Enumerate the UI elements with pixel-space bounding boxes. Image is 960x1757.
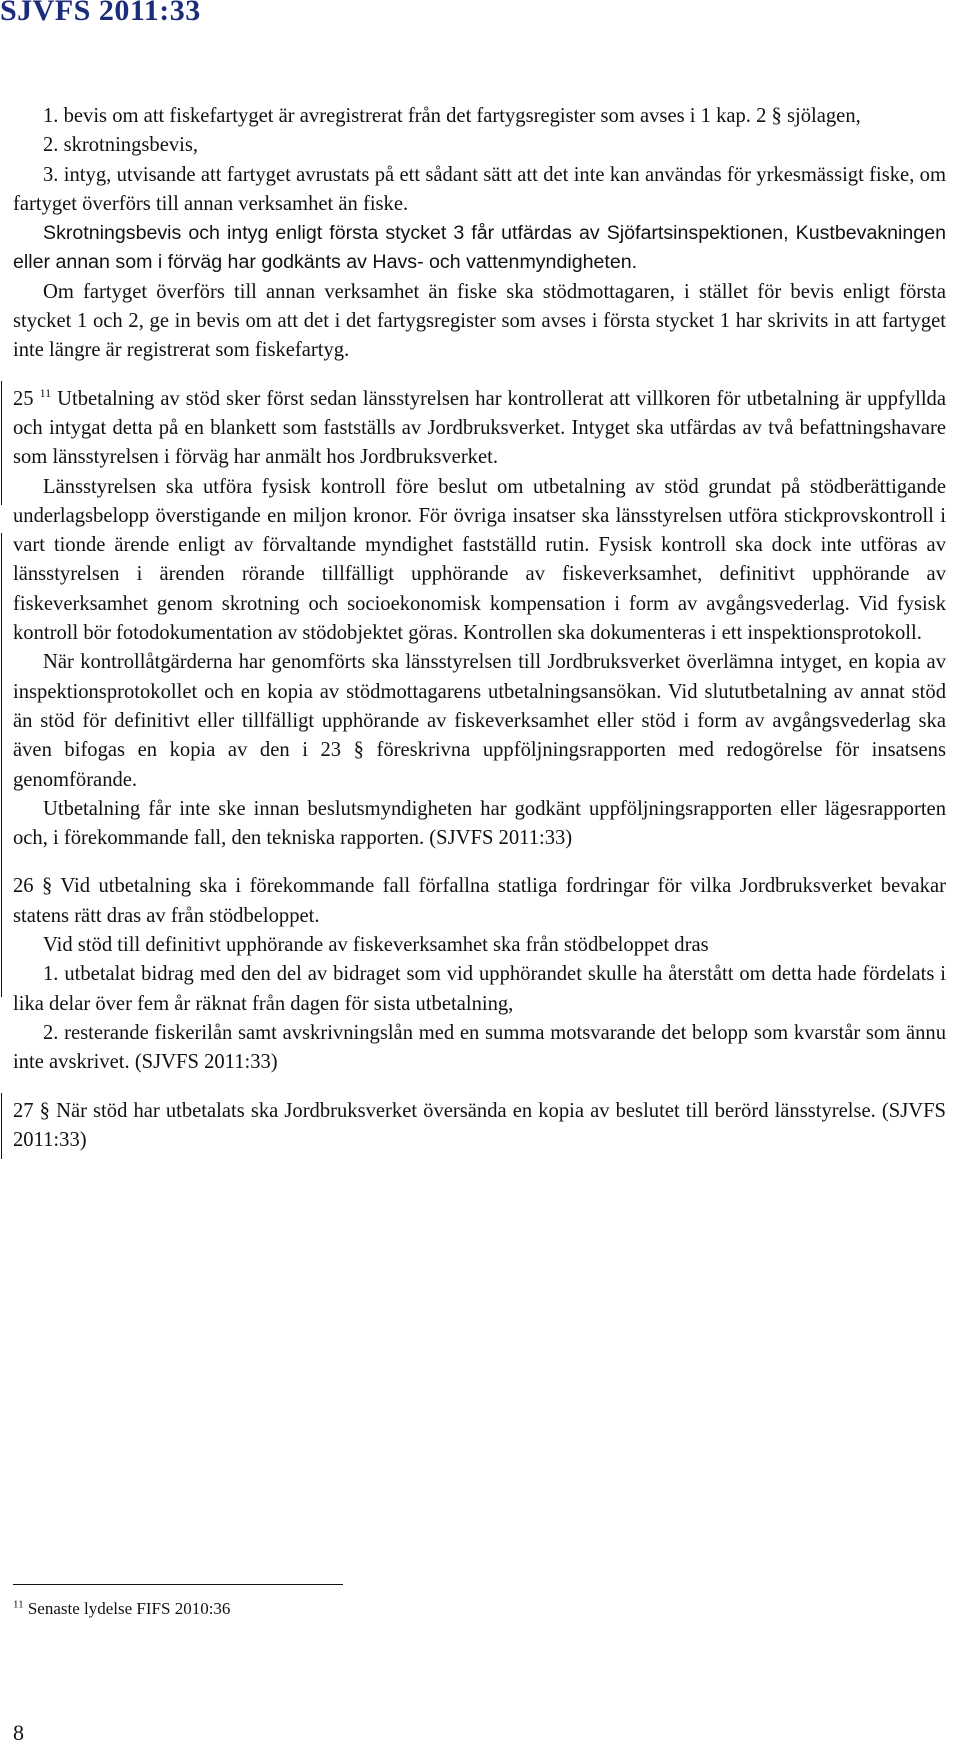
- paragraph-skrotningsbevis: Skrotningsbevis och intyg enligt första stycket 3 får utfärdas av Sjöfartsinspektionen, Kustbevakningen eller annan som i förväg har godkänts av Havs- och vattenmyndigheten.: [13, 222, 946, 274]
- section-27-text: När stöd har utbetalats ska Jordbruksverket översända en kopia av beslutet till berörd länsstyrelse. (SJVFS 2011:33): [13, 1099, 946, 1151]
- section-25-text: Utbetalning av stöd sker först sedan länsstyrelsen har kontrollerat att villkoren för utbetalning är uppfyllda och intygat detta på en blankett som fastställs av Jordbruksverket. Intyget ska utfärdas av två befattningshavare som länsstyrelsen i förväg har anmält hos Jordbruksverket.: [13, 387, 946, 469]
- change-bar: [1, 1093, 2, 1159]
- section-25-p1: [13, 385, 946, 473]
- list-item: 3. intyg, utvisande att fartyget avrustats på ett sådant sätt att det inte kan användas för yrkesmässigt fiske, om fartyget överförs till annan verksamhet än fiske.: [13, 163, 946, 215]
- change-bar: [1, 868, 2, 934]
- section-25-p2: Länsstyrelsen ska utföra fysisk kontroll före beslut om utbetalning av stöd grundat på stödberättigande underlagsbelopp överstigande en miljon kronor. För övriga insatser ska länsstyrelsen utföra stickprovskontroll i vart tionde ärende enligt av förvaltande myndighet fastställd rutin. Fysisk kontroll ska dock inte utföras av länsstyrelsen i ärenden rörande tillfälligt upphörande av fiskeverksamhet, definitivt upphörande av fiskeverksamhet genom skrotning och socioekonomisk kompensation i form av avgångsvederlag. Vid fysisk kontroll bör fotodokumentation av stödobjektet göras. Kontrollen ska dokumenteras i ett inspektionsprotokoll.: [13, 475, 946, 645]
- list-item: 2. skrotningsbevis,: [43, 134, 199, 157]
- footnote-text: Senaste lydelse FIFS 2010:36: [27, 1599, 231, 1618]
- page-number: 8: [13, 1720, 24, 1745]
- footnote: [13, 1598, 230, 1620]
- footnote-divider: [13, 1584, 343, 1585]
- section-27-p1: 27 § När stöd har utbetalats ska Jordbruksverket översända en kopia av beslutet till berörd länsstyrelse. (SJVFS 2011:33): [13, 1099, 946, 1151]
- page-header: SJVFS 2011:33: [0, 0, 201, 27]
- list-item: 2. resterande fiskerilån samt avskrivningslån med en summa motsvarande det belopp som kvarstår som ännu inte avskrivet. (SJVFS 2011:33): [13, 1021, 946, 1074]
- list-item: 1. utbetalat bidrag med den del av bidraget som vid upphörandet skulle ha återstått om detta hade fördelats i lika delar över fem år räknat från dagen för sista utbetalning,: [13, 963, 946, 1015]
- change-bar: [1, 381, 2, 505]
- section-27: [13, 1097, 946, 1156]
- section-25-p4: Utbetalning får inte ske innan beslutsmyndigheten har godkänt uppföljningsrapporten eller lägesrapporten och, i förekommande fall, den tekniska rapporten. (SJVFS 2011:33): [13, 797, 946, 850]
- section-26-p2: Vid stöd till definitivt upphörande av fiskeverksamhet ska från stödbeloppet dras: [43, 934, 709, 957]
- section-25: [13, 385, 946, 854]
- footnote-number: 11: [13, 1598, 24, 1611]
- section-number: 25: [13, 387, 34, 410]
- list-item: 1. bevis om att fiskefartyget är avregistrerat från det fartygsregister som avses i 1 kap. 2 § sjölagen,: [43, 105, 861, 127]
- section-26-p1: 26 § Vid utbetalning ska i förekommande fall förfallna statliga fordringar för vilka Jordbruksverket bevakar statens rätt dras av från stödbeloppet.: [13, 875, 946, 927]
- section-26-text: Vid utbetalning ska i förekommande fall förfallna statliga fordringar för vilka Jordbruksverket bevakar statens rätt dras av från stödbeloppet.: [13, 875, 946, 927]
- footnote-reference: 11: [39, 385, 52, 400]
- paragraph-overforing: Om fartyget överförs till annan verksamhet än fiske ska stödmottagaren, i stället för bevis enligt första stycket 1 och 2, ge in bevis om att det i det fartygsregister som avses i första stycket 1 har skrivits in att fartyget inte längre är registrerat som fiskefartyg.: [13, 280, 946, 362]
- section-number: 26: [13, 875, 34, 898]
- section-25-p3: När kontrollåtgärderna har genomförts ska länsstyrelsen till Jordbruksverket överlämna intyget, en kopia av inspektionsprotokollet och en kopia av stödmottagarens utbetalningsansökan. Vid slututbetalning av annat stöd än stöd för definitivt eller tillfälligt upphörande av fiskeverksamhet eller stöd i form av avgångsvederlag ska även bifogas en kopia av den i 23 § föreskrivna uppföljningsrapporten med redogörelse för insatsens genomförande.: [13, 651, 946, 791]
- section-26: [13, 872, 946, 1077]
- document-body: [13, 102, 946, 1155]
- section-number: 27: [13, 1099, 34, 1122]
